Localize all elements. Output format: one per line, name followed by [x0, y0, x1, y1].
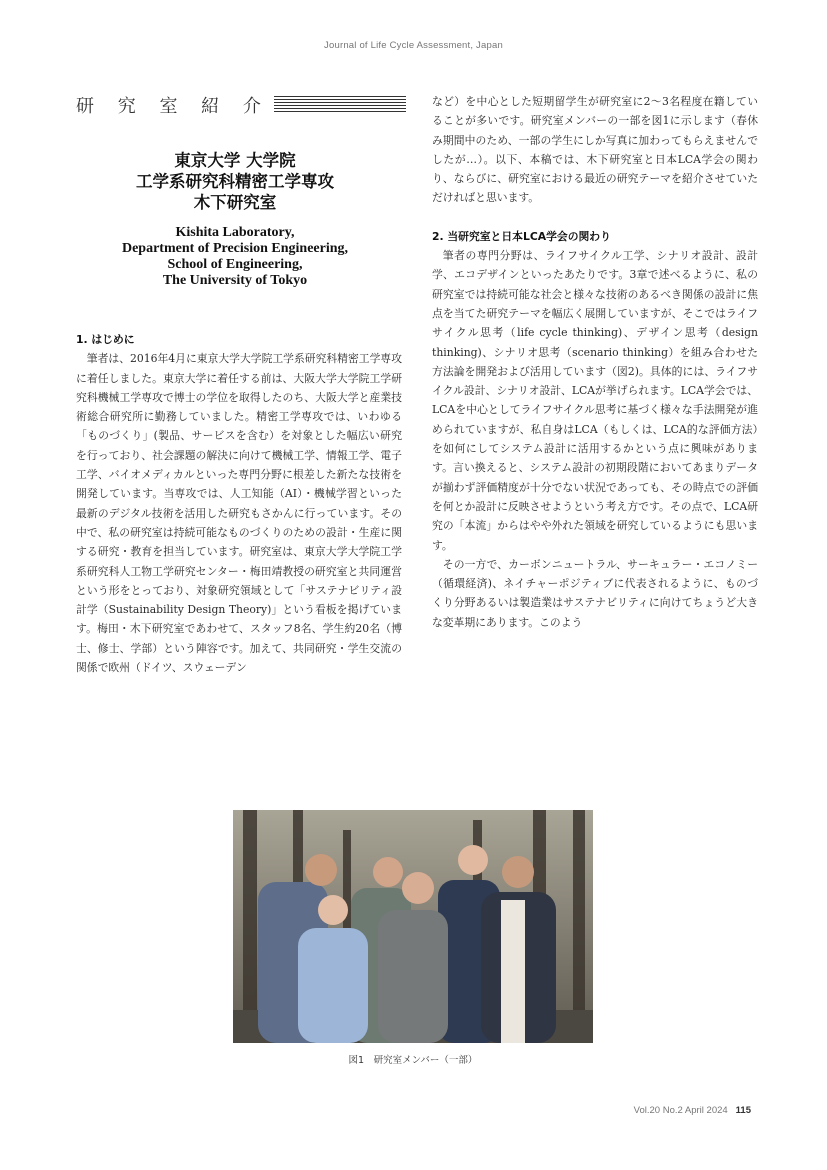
lab-members-photo	[233, 810, 593, 1043]
intro-heading: 1. はじめに	[76, 333, 135, 346]
title-en-line: School of Engineering,	[167, 257, 303, 272]
intro-continuation: など）を中心とした短期留学生が研究室に2～3名程度在籍していることが多いです。研究室メンバーの一部を図1に示します（春休み期間中のため、一部の学生にしか写真に加わってもらえませんでしたが…）。以下、本稿では、木下研究室と日本LCA学会の関わり、ならびに、研究室における最近の研究テーマを紹介させていただければと思います。	[432, 95, 758, 205]
title-ja-line: 木下研究室	[193, 193, 277, 212]
title-ja-line: 工学系研究科精密工学専攻	[136, 172, 334, 191]
decorative-rules	[274, 96, 406, 114]
title-en-line: The University of Tokyo	[162, 273, 308, 288]
section2-paragraph-1: 筆者の専門分野は、ライフサイクル工学、シナリオ設計、設計学、エコデザインといったあたりです。3章で述べるように、私の研究室では持続可能な社会と様々な技術のあるべき関係の設計に焦点を当てた研究テーマを幅広く展開していますが、そこではライフサイクル思考（life cycle thinking)、デザイン思考（design thinking)、シナリオ思考（scenario thinking）を組み合わせた方法論を開発および活用しています（図2)。具体的には、ライフサイクル設計、シナリオ設計、LCAが挙げられます。LCA学会では、LCAを中心としてライフサイクル思考に基づく様々な手法開発が進められていますが、私自身はLCA（もしくは、LCA的な評価方法）を如何にしてシステム設計に活用するかという点に興味があります。言い換えると、システム設計の初期段階においてあまりデータが揃わず評価精度が十分でない状況であっても、その時点での評価を何とか設計に反映させようという考え方です。その点で、LCA研究の「本流」からはやや外れた領域を研究しているようにも思います。	[432, 249, 758, 552]
title-en-line: Kishita Laboratory,	[175, 225, 295, 240]
title-ja-line: 東京大学 大学院	[174, 151, 296, 170]
title-japanese	[76, 150, 394, 213]
title-english	[76, 225, 394, 289]
title-en-line: Department of Precision Engineering,	[121, 241, 349, 256]
page-footer	[634, 1105, 751, 1116]
section-label: 研 究 室 紹 介	[76, 96, 270, 117]
figure-caption: 図1 研究室メンバー（一部）	[348, 1055, 478, 1066]
right-column	[432, 92, 758, 632]
volume-info: Vol.20 No.2 April 2024	[633, 1105, 728, 1116]
section-heading	[76, 92, 406, 118]
page-number: 115	[735, 1105, 751, 1116]
section2-heading: 2. 当研究室と日本LCA学会の関わり	[432, 229, 611, 243]
journal-header: Journal of Life Cycle Assessment, Japan	[324, 40, 503, 51]
left-column	[76, 330, 402, 677]
section2-paragraph-2: その一方で、カーボンニュートラル、サーキュラー・エコノミー（循環経済)、ネイチャーポジティブに代表されるように、ものづくり分野あるいは製造業はサステナビリティに向けてちょうど大きな変革期にあります。このよう	[432, 557, 758, 629]
intro-paragraph: 筆者は、2016年4月に東京大学大学院工学系研究科精密工学専攻に着任しました。東京大学に着任する前は、大阪大学大学院工学研究科機械工学専攻で博士の学位を取得したのち、大阪大学と産業技術総合研究所に勤務していました。精密工学専攻では、いわゆる「ものづくり」(製品、サービスを含む）を対象とした幅広い研究を行っており、社会課題の解決に向けて機械工学、情報工学、電子工学、バイオメディカルといった専門分野に根差した新たな技術を開発しています。当専攻では、人工知能（AI）・機械学習といった最新のデジタル技術を活用した研究もさかんに行っています。その中で、私の研究室は持続可能なものづくりのための設計・生産に関する研究・教育を担当しています。研究室は、東京大学大学院工学系研究科人工物工学研究センター・梅田靖教授の研究室と共同運営という形をとっており、対象研究領域として「サステナビリティ設計学（Sustainability Design Theory)」という看板を掲げています。梅田・木下研究室であわせて、スタッフ8名、学生約20名（博士、修士、学部）という陣容です。加えて、共同研究・学生交流の関係で欧州（ドイツ、スウェーデン	[76, 352, 402, 675]
